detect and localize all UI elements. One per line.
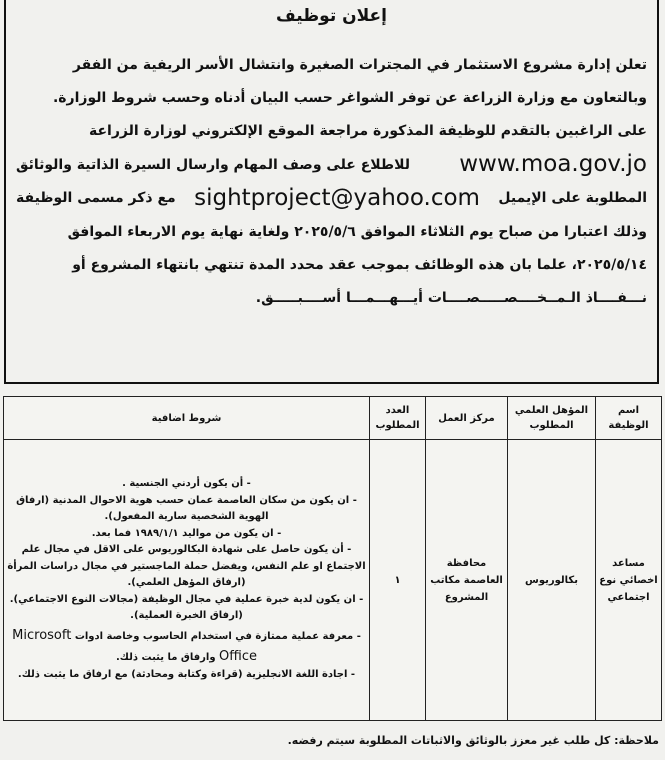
- table-header-row: [4, 397, 662, 440]
- condition-item: - أن يكون حاصل على شهادة البكالوريوس على الاقل في مجال علم الاجتماع او علم النفس، ويفضل حملة الماجستير في مجال دراسات المرأة (ارفاق المؤهل العلمي).: [7, 544, 366, 589]
- condition-item-computer: - معرفة عملية ممتازة في استخدام الحاسوب وخاصة ادوات Microsoft Office وارفاق ما يثبت ذلك.: [12, 627, 361, 664]
- body-line-3: على الراغبين بالتقدم للوظيفة المذكورة مراجعة الموقع الإلكتروني لوزارة الزراعة: [88, 123, 647, 140]
- header-qualification: المؤهل العلمي المطلوب: [508, 397, 596, 440]
- body-line-4: www.moa.gov.jo للاطلاع على وصف المهام وارسال السيرة الذاتية والوثائق: [16, 151, 647, 178]
- header-count: العدد المطلوب: [370, 397, 426, 440]
- header-location: مركز العمل: [426, 397, 508, 440]
- cell-qualification: بكالوريوس: [508, 440, 596, 721]
- cell-location: محافظة العاصمة مكاتب المشروع: [426, 440, 508, 721]
- body-line-7: ٢٠٢٥/٥/١٤، علما بان هذه الوظائف بموجب عقد محدد المدة تنتهي بانتهاء المشروع أو: [72, 257, 647, 274]
- announcement-title: إعلان توظيف: [275, 6, 387, 26]
- condition-item: - ان يكون من سكان العاصمة عمان حسب هوية الاحوال المدنية (ارفاق الهوية الشخصية سارية المفعول).: [16, 494, 357, 523]
- website-url: www.moa.gov.jo: [459, 151, 647, 178]
- cell-conditions: [4, 440, 370, 721]
- condition-item: - اجادة اللغة الانجليزية (قراءة وكتابة ومحادثة) مع ارفاق ما يثبت ذلك.: [17, 669, 356, 681]
- body-line-1: تعلن إدارة مشروع الاستثمار في المجترات الصغيرة وانتشال الأسر الريفية من الفقر: [72, 56, 647, 73]
- header-conditions: شروط اضافية: [4, 397, 370, 440]
- cell-job-title: مساعد اخصائي نوع اجتماعي: [596, 440, 662, 721]
- body-line-6: وذلك اعتبارا من صباح يوم الثلاثاء الموافق ٢٠٢٥/٥/٦ ولغاية نهاية يوم الاربعاء الموافق: [67, 223, 647, 240]
- vacancies-table: [3, 396, 662, 721]
- announcement-body: [16, 48, 647, 315]
- body-line-8: نـــفــــاذ الـمــخــــصـــــصــــات أيـــهـــمـــا أســــبـــــق.: [255, 290, 647, 307]
- footer-note: ملاحظة: كل طلب غير معزز بالوثائق والاثباتات المطلوبة سيتم رفضه.: [287, 734, 659, 747]
- condition-item: - أن يكون أردني الجنسية .: [122, 478, 251, 490]
- email-address: sightproject@yahoo.com: [194, 184, 480, 211]
- table-row: [4, 440, 662, 721]
- body-line-5: المطلوبة على الإيميل sightproject@yahoo.com مع ذكر مسمى الوظيفة: [16, 184, 647, 211]
- condition-item: - ان يكون لدية خبرة عملية في مجال الوظيفة (مجالات النوع الاجتماعي). (ارفاق الخبرة العملية).: [9, 593, 364, 622]
- body-line-2: وبالتعاون مع وزارة الزراعة عن توفر الشواغر حسب البيان أدناه وحسب شروط الوزارة.: [52, 90, 647, 107]
- header-job-title: اسم الوظيفة: [596, 397, 662, 440]
- condition-item: - ان يكون من مواليد ١٩٨٩/١/١ فما بعد.: [91, 527, 282, 539]
- announcement-box: [4, 0, 659, 384]
- microsoft-office-text: Microsoft Office: [12, 627, 257, 664]
- cell-count: ١: [370, 440, 426, 721]
